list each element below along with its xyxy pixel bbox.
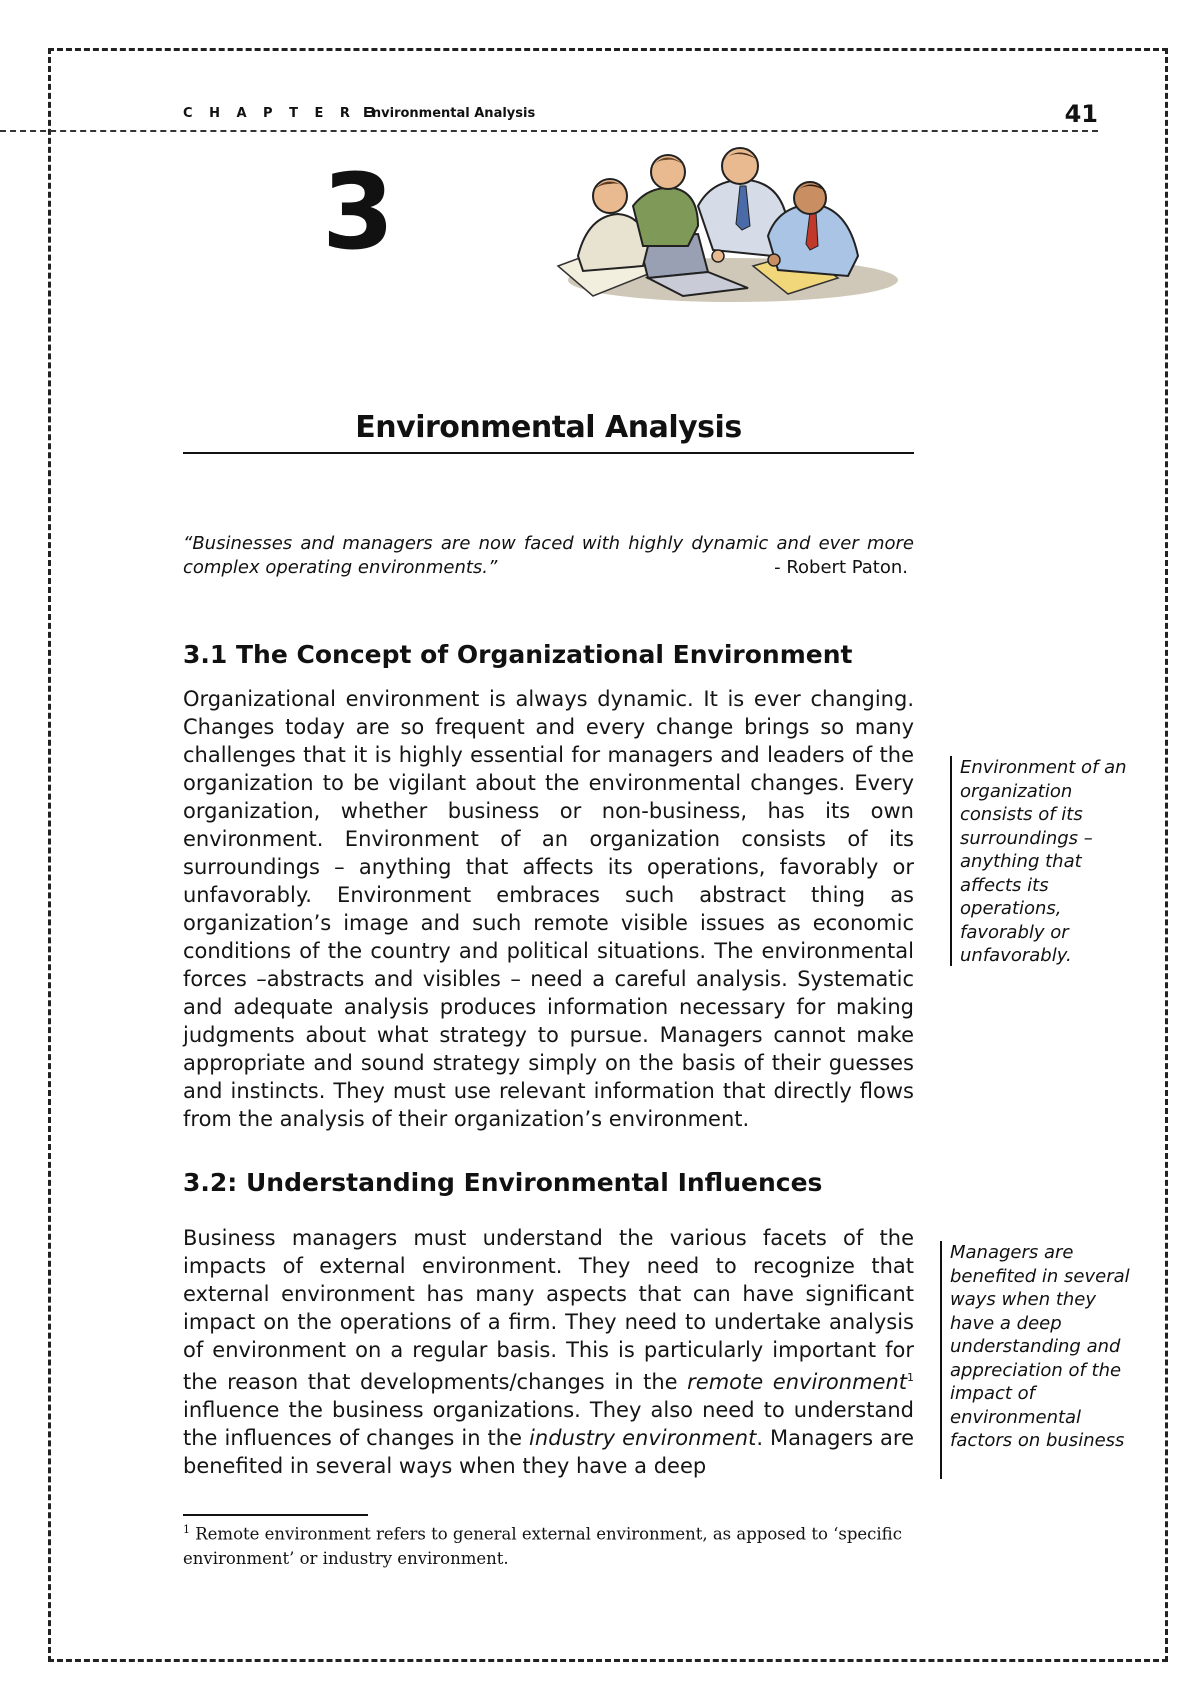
section-body-3-2 [183, 1224, 914, 1480]
margin-note-3-2: Managers are benefited in several ways when they have a deep understanding and appreciation of the impact of environmental factors on business [940, 1241, 1140, 1479]
epigraph-quote: “Businesses and managers are now faced with highly dynamic and ever more complex operating environments.” [183, 533, 914, 578]
running-head [183, 100, 1098, 130]
running-head-chapter: C H A P T E R 3 [183, 106, 382, 121]
chapter-title: Environmental Analysis [355, 410, 742, 445]
page-number: 41 [1064, 100, 1098, 128]
margin-note-3-1: Environment of an organization consists of its surroundings – anything that affects its operations, favorably or unfavorably. [950, 756, 1140, 966]
remote-environment-term: remote environment [687, 1370, 907, 1394]
epigraph-author: - Robert Paton. [774, 557, 908, 578]
section-heading-3-1: 3.1 The Concept of Organizational Environment [183, 640, 853, 669]
industry-environment-term: industry environment [529, 1426, 757, 1450]
section-body-3-2-part1: Business managers must understand the various facets of the impacts of external environment. They need to recognize that external environment has many aspects that can have significant impact on the operations of a firm. They need to undertake analysis of environment on a regular basis. This is particularly important for the reason that developments/changes in the [183, 1226, 914, 1394]
footnote-mark: 1 [183, 1523, 190, 1536]
footnote [183, 1518, 913, 1571]
running-head-title: Environmental Analysis [363, 106, 536, 121]
chapter-number: 3 [322, 151, 395, 273]
header-rule [0, 130, 1098, 132]
section-body-3-1: Organizational environment is always dynamic. It is ever changing. Changes today are so frequent and every change brings so many challenges that it is highly essential for managers and leaders of the organization to be vigilant about the environmental changes. Every organization, whether business or non-business, has its own environment. Environment of an organization consists of its surroundings – anything that affects its operations, favorably or unfavorably. Environment embraces such abstract thing as organization’s image and such remote visible issues as economic conditions of the country and political situations. The environmental forces –abstracts and visibles – need a careful analysis. Systematic and adequate analysis produces information necessary for making judgments about what strategy to pursue. Managers cannot make appropriate and sound strategy simply on the basis of their guesses and instincts. They must use relevant information that directly flows from the analysis of their organization’s environment. [183, 687, 914, 1131]
business-meeting-illustration [548, 146, 900, 306]
epigraph [183, 532, 914, 580]
section-body-3-2-part2: influence the business organizations. They also need to understand the influences of changes in the [183, 1398, 914, 1450]
section-body-3-2-part3: . Managers are benefited in several ways when they have a deep [183, 1426, 915, 1478]
footnote-reference[interactable]: 1 [907, 1371, 914, 1384]
footnote-separator [183, 1514, 368, 1516]
title-underline [183, 452, 914, 454]
section-heading-3-2: 3.2: Understanding Environmental Influences [183, 1168, 823, 1197]
footnote-text: Remote environment refers to general external environment, as apposed to ‘specific environment’ or industry environment. [183, 1524, 902, 1568]
